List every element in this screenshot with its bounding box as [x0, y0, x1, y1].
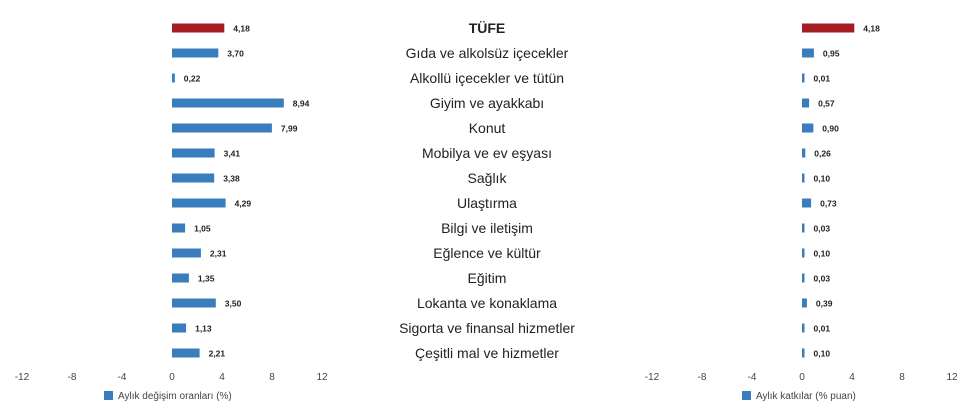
bar-1-sigorta-ve-finansal-hizmetler: [172, 324, 186, 333]
value-label-2-lokanta-ve-konaklama: 0,39: [815, 298, 833, 309]
value-label-2-bilgi-ve-iletisim: 0,03: [813, 223, 831, 234]
category-label-konut: Konut: [468, 120, 506, 136]
category-label-giyim-ve-ayakkabi: Giyim ve ayakkabı: [429, 95, 545, 111]
value-label-1-eglence-ve-kultur: 2,31: [209, 248, 227, 259]
category-label-gida-ve-alkolsuz-icecekler: Gıda ve alkolsüz içecekler: [405, 45, 569, 61]
value-label-1-gida-ve-alkolsuz-icecekler: 3,70: [227, 48, 244, 59]
bar-1-cesitli-mal-ve-hizmetler: [172, 349, 200, 358]
value-label-1-konut: 7,99: [280, 123, 298, 134]
bar-2-bilgi-ve-iletisim: [802, 224, 805, 233]
category-label-saglik: Sağlık: [467, 170, 507, 186]
value-label-2-sigorta-ve-finansal-hizmetler: 0,01: [813, 323, 831, 334]
bar-1-gida-ve-alkolsuz-icecekler: [172, 49, 218, 58]
bar-1-ulastirma: [172, 199, 226, 208]
category-label-ulastirma: Ulaştırma: [457, 195, 517, 211]
bar-2-mobilya-ve-ev-esyasi: [802, 149, 805, 158]
value-label-2-gida-ve-alkolsuz-icecekler: 0,95: [822, 48, 840, 59]
value-label-1-ulastirma: 4,29: [234, 198, 252, 209]
legend-swatch-1: [104, 391, 113, 400]
bar-2-tufe: [802, 24, 854, 33]
bar-1-lokanta-ve-konaklama: [172, 299, 216, 308]
value-label-2-egitim: 0,03: [813, 273, 831, 284]
legend-label-2: Aylık katkılar (% puan): [756, 391, 856, 402]
bar-2-alkollu-icecekler-ve-tutun: [802, 74, 805, 83]
x-tick-label-2-minus-12: -12: [644, 372, 660, 383]
bar-1-alkollu-icecekler-ve-tutun: [172, 74, 175, 83]
value-label-2-tufe: 4,18: [863, 23, 880, 34]
value-label-2-cesitli-mal-ve-hizmetler: 0,10: [813, 348, 831, 359]
bar-1-bilgi-ve-iletisim: [172, 224, 185, 233]
bar-2-eglence-ve-kultur: [802, 249, 805, 258]
value-label-1-bilgi-ve-iletisim: 1,05: [194, 223, 211, 234]
x-tick-label-1-minus-4: -4: [117, 372, 127, 383]
bar-1-giyim-ve-ayakkabi: [172, 99, 284, 108]
category-label-sigorta-ve-finansal-hizmetler: Sigorta ve finansal hizmetler: [399, 320, 575, 336]
value-label-1-egitim: 1,35: [197, 273, 215, 284]
value-label-1-alkollu-icecekler-ve-tutun: 0,22: [183, 73, 201, 84]
value-label-2-saglik: 0,10: [813, 173, 831, 184]
bar-1-mobilya-ve-ev-esyasi: [172, 149, 215, 158]
value-label-2-alkollu-icecekler-ve-tutun: 0,01: [813, 73, 831, 84]
x-tick-label-1-0: 0: [169, 372, 175, 383]
category-label-mobilya-ve-ev-esyasi: Mobilya ve ev eşyası: [422, 145, 552, 161]
x-tick-label-2-12: 12: [946, 372, 958, 383]
legend-swatch-2: [742, 391, 751, 400]
category-label-eglence-ve-kultur: Eğlence ve kültür: [433, 245, 541, 261]
bar-2-gida-ve-alkolsuz-icecekler: [802, 49, 814, 58]
category-label-tufe: TÜFE: [468, 20, 506, 36]
bar-1-eglence-ve-kultur: [172, 249, 201, 258]
value-label-2-eglence-ve-kultur: 0,10: [813, 248, 831, 259]
x-tick-label-1-minus-8: -8: [67, 372, 77, 383]
bar-2-cesitli-mal-ve-hizmetler: [802, 349, 805, 358]
x-tick-label-1-4: 4: [219, 372, 225, 383]
category-label-lokanta-ve-konaklama: Lokanta ve konaklama: [416, 295, 558, 311]
bar-1-egitim: [172, 274, 189, 283]
bar-1-saglik: [172, 174, 214, 183]
x-tick-label-2-0: 0: [799, 372, 805, 383]
x-tick-label-1-12: 12: [316, 372, 328, 383]
value-label-2-mobilya-ve-ev-esyasi: 0,26: [814, 148, 831, 159]
x-tick-label-1-minus-12: -12: [14, 372, 30, 383]
x-tick-label-2-minus-8: -8: [697, 372, 707, 383]
value-label-1-saglik: 3,38: [223, 173, 240, 184]
category-label-egitim: Eğitim: [467, 270, 507, 286]
bar-2-saglik: [802, 174, 805, 183]
value-label-1-giyim-ve-ayakkabi: 8,94: [292, 98, 310, 109]
bar-2-lokanta-ve-konaklama: [802, 299, 807, 308]
value-label-1-tufe: 4,18: [233, 23, 250, 34]
value-label-2-konut: 0,90: [822, 123, 839, 134]
x-tick-label-2-minus-4: -4: [747, 372, 757, 383]
x-tick-label-2-4: 4: [849, 372, 855, 383]
value-label-2-ulastirma: 0,73: [820, 198, 837, 209]
value-label-2-giyim-ve-ayakkabi: 0,57: [818, 98, 835, 109]
bar-2-ulastirma: [802, 199, 811, 208]
bar-2-egitim: [802, 274, 805, 283]
value-label-1-mobilya-ve-ev-esyasi: 3,41: [223, 148, 241, 159]
bar-1-konut: [172, 124, 272, 133]
category-label-bilgi-ve-iletisim: Bilgi ve iletişim: [441, 220, 533, 236]
bar-2-giyim-ve-ayakkabi: [802, 99, 809, 108]
category-label-cesitli-mal-ve-hizmetler: Çeşitli mal ve hizmetler: [415, 345, 559, 361]
bar-2-konut: [802, 124, 813, 133]
value-label-1-cesitli-mal-ve-hizmetler: 2,21: [208, 348, 226, 359]
bar-2-sigorta-ve-finansal-hizmetler: [802, 324, 805, 333]
x-tick-label-1-8: 8: [269, 372, 275, 383]
category-label-alkollu-icecekler-ve-tutun: Alkollü içecekler ve tütün: [409, 70, 565, 86]
value-label-1-lokanta-ve-konaklama: 3,50: [224, 298, 242, 309]
bar-1-tufe: [172, 24, 224, 33]
legend-label-1: Aylık değişim oranları (%): [118, 391, 232, 402]
x-tick-label-2-8: 8: [899, 372, 905, 383]
value-label-1-sigorta-ve-finansal-hizmetler: 1,13: [195, 323, 212, 334]
